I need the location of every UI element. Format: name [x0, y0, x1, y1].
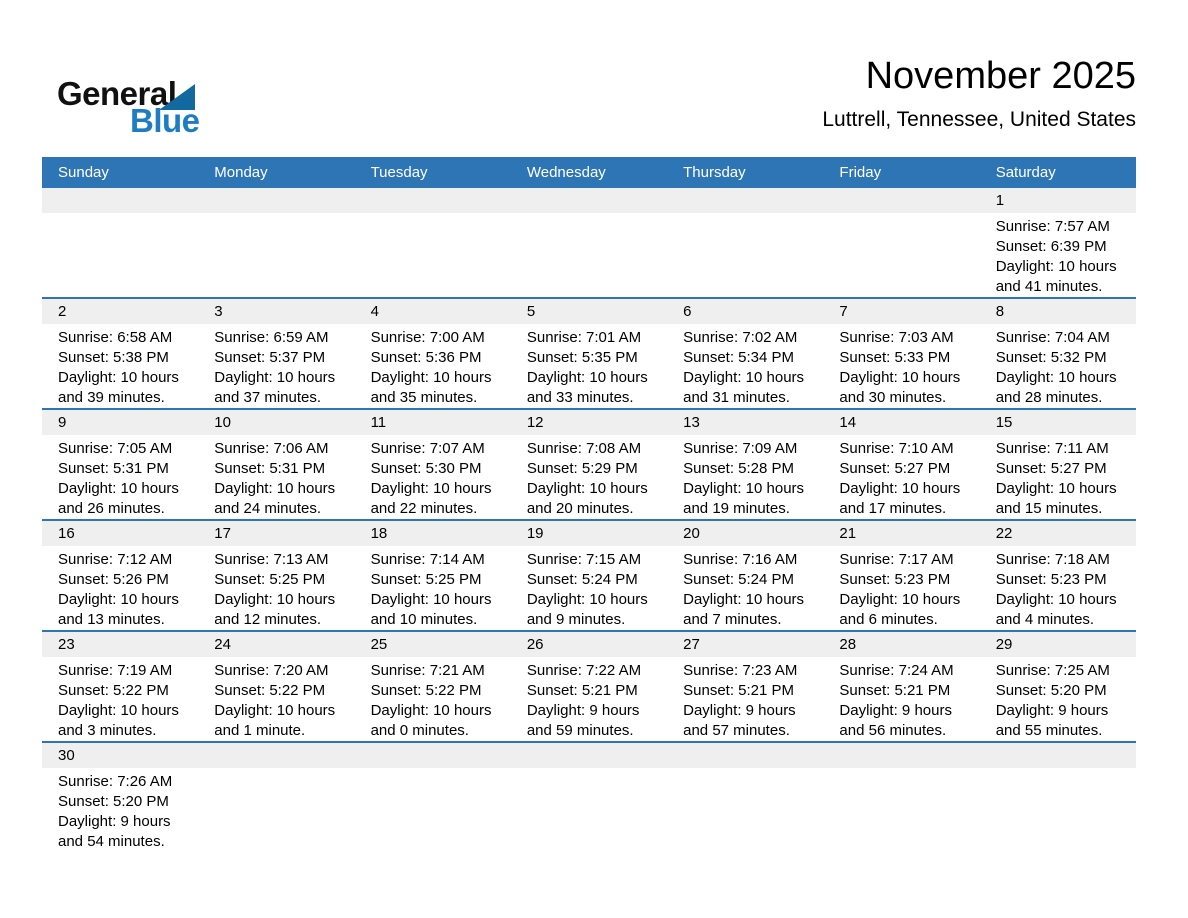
day-number: 16 — [42, 521, 198, 546]
day-number: 8 — [980, 299, 1136, 324]
week-row — [42, 188, 1136, 298]
day-info — [198, 324, 354, 408]
day-info — [355, 435, 511, 519]
weekday-header — [42, 157, 1136, 188]
sunset-text: Sunset: 5:20 PM — [995, 682, 1107, 699]
sunset-text: Sunset: 5:37 PM — [214, 349, 326, 366]
day-cell — [980, 409, 1136, 520]
empty-day-cell — [42, 188, 198, 298]
daylight-hours-text: Daylight: 10 hours — [683, 480, 805, 497]
day-cell — [42, 298, 198, 409]
day-cell — [42, 742, 198, 852]
daylight-hours-text: Daylight: 10 hours — [370, 480, 492, 497]
sunrise-text: Sunrise: 7:16 AM — [683, 551, 798, 568]
week-row — [42, 409, 1136, 520]
sunset-text: Sunset: 5:20 PM — [58, 793, 169, 810]
day-cell — [980, 520, 1136, 631]
sunrise-text: Sunrise: 6:59 AM — [214, 329, 329, 346]
daylight-hours-text: Daylight: 10 hours — [214, 702, 336, 719]
sunset-text: Sunset: 5:33 PM — [839, 349, 951, 366]
daylight-minutes-text: and 56 minutes. — [839, 722, 947, 739]
day-number: 23 — [42, 632, 198, 657]
day-cell — [42, 520, 198, 631]
day-number — [823, 188, 979, 213]
day-cell — [980, 188, 1136, 298]
day-number: 9 — [42, 410, 198, 435]
daylight-minutes-text: and 13 minutes. — [58, 611, 165, 628]
general-blue-logo — [57, 77, 217, 157]
daylight-minutes-text: and 33 minutes. — [526, 389, 634, 406]
day-cell — [42, 409, 198, 520]
daylight-hours-text: Daylight: 10 hours — [683, 591, 805, 608]
daylight-hours-text: Daylight: 9 hours — [839, 702, 952, 719]
sunset-text: Sunset: 5:23 PM — [839, 571, 951, 588]
empty-day-cell — [511, 742, 667, 852]
daylight-minutes-text: and 57 minutes. — [683, 722, 790, 739]
daylight-minutes-text: and 37 minutes. — [214, 389, 322, 406]
daylight-minutes-text: and 26 minutes. — [58, 500, 165, 517]
day-number: 10 — [198, 410, 354, 435]
daylight-hours-text: Daylight: 9 hours — [683, 702, 796, 719]
weekday-saturday: Saturday — [980, 157, 1136, 188]
day-info — [511, 657, 667, 741]
sunrise-text: Sunrise: 7:23 AM — [683, 662, 798, 679]
day-number — [511, 188, 667, 213]
sunset-text: Sunset: 5:36 PM — [370, 349, 482, 366]
sunset-text: Sunset: 5:23 PM — [995, 571, 1107, 588]
empty-day-cell — [667, 742, 823, 852]
sunrise-text: Sunrise: 7:17 AM — [839, 551, 954, 568]
daylight-hours-text: Daylight: 10 hours — [839, 480, 961, 497]
daylight-minutes-text: and 20 minutes. — [526, 500, 634, 517]
day-info — [667, 324, 823, 408]
weekday-sunday: Sunday — [42, 157, 198, 188]
day-info — [511, 435, 667, 519]
daylight-hours-text: Daylight: 10 hours — [370, 591, 492, 608]
daylight-hours-text: Daylight: 10 hours — [58, 480, 179, 497]
day-cell — [667, 298, 823, 409]
day-info — [667, 657, 823, 741]
day-number: 21 — [823, 521, 979, 546]
day-info — [980, 435, 1136, 519]
day-cell — [355, 298, 511, 409]
empty-day-cell — [980, 742, 1136, 852]
day-cell — [355, 409, 511, 520]
daylight-minutes-text: and 41 minutes. — [995, 278, 1103, 295]
day-info — [198, 435, 354, 519]
empty-day-cell — [355, 742, 511, 852]
day-cell — [667, 409, 823, 520]
page-subtitle: Luttrell, Tennessee, United States — [822, 107, 1136, 131]
day-info — [667, 546, 823, 630]
daylight-minutes-text: and 15 minutes. — [995, 500, 1103, 517]
daylight-minutes-text: and 30 minutes. — [839, 389, 947, 406]
day-info — [980, 657, 1136, 741]
daylight-hours-text: Daylight: 10 hours — [839, 369, 961, 386]
daylight-minutes-text: and 54 minutes. — [58, 833, 165, 850]
sunset-text: Sunset: 5:32 PM — [995, 349, 1107, 366]
daylight-minutes-text: and 59 minutes. — [526, 722, 634, 739]
sunrise-text: Sunrise: 7:04 AM — [995, 329, 1110, 346]
sunrise-text: Sunrise: 7:26 AM — [58, 773, 173, 790]
daylight-hours-text: Daylight: 10 hours — [683, 369, 805, 386]
day-info — [823, 657, 979, 741]
daylight-hours-text: Daylight: 10 hours — [370, 702, 492, 719]
day-info — [980, 324, 1136, 408]
day-number — [667, 743, 823, 768]
day-number: 30 — [42, 743, 198, 768]
day-number: 29 — [980, 632, 1136, 657]
empty-day-cell — [355, 188, 511, 298]
calendar-table — [42, 157, 1136, 852]
day-cell — [198, 520, 354, 631]
sunset-text: Sunset: 5:27 PM — [839, 460, 951, 477]
sunrise-text: Sunrise: 7:12 AM — [58, 551, 173, 568]
day-cell — [823, 631, 979, 742]
sunset-text: Sunset: 5:25 PM — [370, 571, 482, 588]
daylight-hours-text: Daylight: 9 hours — [58, 813, 171, 830]
daylight-minutes-text: and 17 minutes. — [839, 500, 947, 517]
day-number: 24 — [198, 632, 354, 657]
sunrise-text: Sunrise: 7:07 AM — [370, 440, 485, 457]
day-number — [355, 743, 511, 768]
sunset-text: Sunset: 5:22 PM — [58, 682, 169, 699]
daylight-hours-text: Daylight: 10 hours — [995, 258, 1117, 275]
daylight-minutes-text: and 9 minutes. — [526, 611, 626, 628]
weekday-friday: Friday — [823, 157, 979, 188]
sunset-text: Sunset: 5:22 PM — [214, 682, 326, 699]
day-info — [42, 435, 198, 519]
day-info — [980, 546, 1136, 630]
sunset-text: Sunset: 5:26 PM — [58, 571, 169, 588]
daylight-minutes-text: and 31 minutes. — [683, 389, 790, 406]
day-number: 11 — [355, 410, 511, 435]
day-cell — [667, 631, 823, 742]
sunset-text: Sunset: 5:24 PM — [683, 571, 795, 588]
sunrise-text: Sunrise: 7:05 AM — [58, 440, 173, 457]
day-info — [511, 324, 667, 408]
day-cell — [511, 298, 667, 409]
day-cell — [511, 520, 667, 631]
day-cell — [823, 298, 979, 409]
day-info — [42, 546, 198, 630]
day-number: 3 — [198, 299, 354, 324]
sunrise-text: Sunrise: 7:21 AM — [370, 662, 485, 679]
day-info — [355, 546, 511, 630]
daylight-hours-text: Daylight: 9 hours — [526, 702, 640, 719]
sunset-text: Sunset: 5:21 PM — [683, 682, 795, 699]
daylight-hours-text: Daylight: 10 hours — [995, 369, 1117, 386]
empty-day-cell — [198, 742, 354, 852]
daylight-hours-text: Daylight: 10 hours — [58, 591, 179, 608]
sunrise-text: Sunrise: 7:22 AM — [526, 662, 642, 679]
sunset-text: Sunset: 5:31 PM — [214, 460, 326, 477]
day-number — [42, 188, 198, 213]
day-info — [198, 657, 354, 741]
daylight-minutes-text: and 22 minutes. — [370, 500, 478, 517]
day-number: 14 — [823, 410, 979, 435]
daylight-hours-text: Daylight: 10 hours — [58, 702, 179, 719]
day-number — [355, 188, 511, 213]
day-cell — [42, 631, 198, 742]
day-info — [823, 546, 979, 630]
day-cell — [511, 631, 667, 742]
sunrise-text: Sunrise: 7:03 AM — [839, 329, 954, 346]
sunset-text: Sunset: 5:21 PM — [526, 682, 638, 699]
day-info — [355, 324, 511, 408]
sunset-text: Sunset: 5:35 PM — [526, 349, 638, 366]
daylight-hours-text: Daylight: 10 hours — [370, 369, 492, 386]
daylight-minutes-text: and 7 minutes. — [683, 611, 782, 628]
day-number: 15 — [980, 410, 1136, 435]
day-number — [823, 743, 979, 768]
sunrise-text: Sunrise: 7:06 AM — [214, 440, 329, 457]
weekday-thursday: Thursday — [667, 157, 823, 188]
day-number: 18 — [355, 521, 511, 546]
day-cell — [198, 631, 354, 742]
week-row — [42, 298, 1136, 409]
day-number: 13 — [667, 410, 823, 435]
sunset-text: Sunset: 5:38 PM — [58, 349, 169, 366]
daylight-minutes-text: and 12 minutes. — [214, 611, 322, 628]
sunset-text: Sunset: 5:34 PM — [683, 349, 795, 366]
day-number: 12 — [511, 410, 667, 435]
empty-day-cell — [823, 742, 979, 852]
sunrise-text: Sunrise: 7:25 AM — [995, 662, 1110, 679]
daylight-minutes-text: and 0 minutes. — [370, 722, 469, 739]
day-number: 27 — [667, 632, 823, 657]
sunrise-text: Sunrise: 7:01 AM — [526, 329, 642, 346]
daylight-hours-text: Daylight: 10 hours — [995, 591, 1117, 608]
daylight-hours-text: Daylight: 10 hours — [995, 480, 1117, 497]
day-number: 6 — [667, 299, 823, 324]
sunset-text: Sunset: 5:30 PM — [370, 460, 482, 477]
sunrise-text: Sunrise: 7:02 AM — [683, 329, 798, 346]
day-info — [667, 435, 823, 519]
sunset-text: Sunset: 5:22 PM — [370, 682, 482, 699]
day-number: 19 — [511, 521, 667, 546]
daylight-minutes-text: and 4 minutes. — [995, 611, 1095, 628]
sunrise-text: Sunrise: 7:14 AM — [370, 551, 485, 568]
day-number — [198, 188, 354, 213]
day-number: 20 — [667, 521, 823, 546]
week-row — [42, 631, 1136, 742]
sunrise-text: Sunrise: 6:58 AM — [58, 329, 173, 346]
daylight-minutes-text: and 10 minutes. — [370, 611, 478, 628]
daylight-minutes-text: and 6 minutes. — [839, 611, 938, 628]
daylight-minutes-text: and 1 minute. — [214, 722, 306, 739]
page-header — [57, 55, 1136, 155]
calendar-weeks — [42, 188, 1136, 852]
daylight-hours-text: Daylight: 10 hours — [839, 591, 961, 608]
sunset-text: Sunset: 5:28 PM — [683, 460, 795, 477]
day-info — [980, 213, 1136, 297]
sunset-text: Sunset: 5:21 PM — [839, 682, 951, 699]
title-block — [822, 55, 1136, 132]
sunrise-text: Sunrise: 7:18 AM — [995, 551, 1110, 568]
daylight-hours-text: Daylight: 10 hours — [526, 480, 648, 497]
day-number — [667, 188, 823, 213]
sunrise-text: Sunrise: 7:13 AM — [214, 551, 329, 568]
day-number — [511, 743, 667, 768]
sunrise-text: Sunrise: 7:19 AM — [58, 662, 173, 679]
page-title: November 2025 — [865, 55, 1136, 97]
day-cell — [823, 409, 979, 520]
sunset-text: Sunset: 5:25 PM — [214, 571, 326, 588]
empty-day-cell — [823, 188, 979, 298]
day-cell — [511, 409, 667, 520]
daylight-hours-text: Daylight: 10 hours — [526, 591, 648, 608]
day-info — [42, 657, 198, 741]
day-number: 28 — [823, 632, 979, 657]
daylight-minutes-text: and 19 minutes. — [683, 500, 790, 517]
logo-text-general: General — [57, 75, 177, 112]
day-info — [355, 657, 511, 741]
day-cell — [980, 631, 1136, 742]
day-cell — [823, 520, 979, 631]
day-number: 1 — [980, 188, 1136, 213]
sunrise-text: Sunrise: 7:15 AM — [526, 551, 642, 568]
daylight-minutes-text: and 28 minutes. — [995, 389, 1103, 406]
day-number: 5 — [511, 299, 667, 324]
sunset-text: Sunset: 5:27 PM — [995, 460, 1107, 477]
day-info — [823, 435, 979, 519]
sunrise-text: Sunrise: 7:00 AM — [370, 329, 485, 346]
day-info — [198, 546, 354, 630]
daylight-minutes-text: and 24 minutes. — [214, 500, 322, 517]
sunset-text: Sunset: 5:31 PM — [58, 460, 169, 477]
day-cell — [980, 298, 1136, 409]
day-cell — [198, 298, 354, 409]
weekday-header-row — [42, 157, 1136, 188]
day-info — [42, 324, 198, 408]
sunrise-text: Sunrise: 7:20 AM — [214, 662, 329, 679]
sunrise-text: Sunrise: 7:11 AM — [995, 440, 1109, 457]
sunset-text: Sunset: 5:24 PM — [526, 571, 638, 588]
week-row — [42, 520, 1136, 631]
sunrise-text: Sunrise: 7:24 AM — [839, 662, 954, 679]
daylight-hours-text: Daylight: 10 hours — [214, 369, 336, 386]
day-number: 26 — [511, 632, 667, 657]
day-info — [823, 324, 979, 408]
daylight-minutes-text: and 39 minutes. — [58, 389, 165, 406]
empty-day-cell — [667, 188, 823, 298]
daylight-hours-text: Daylight: 10 hours — [58, 369, 179, 386]
daylight-hours-text: Daylight: 10 hours — [526, 369, 648, 386]
sunset-text: Sunset: 6:39 PM — [995, 238, 1107, 255]
daylight-minutes-text: and 3 minutes. — [58, 722, 157, 739]
sunrise-text: Sunrise: 7:08 AM — [526, 440, 642, 457]
weekday-monday: Monday — [198, 157, 354, 188]
daylight-hours-text: Daylight: 9 hours — [995, 702, 1109, 719]
day-number: 22 — [980, 521, 1136, 546]
day-cell — [355, 631, 511, 742]
empty-day-cell — [198, 188, 354, 298]
sunrise-text: Sunrise: 7:57 AM — [995, 218, 1110, 235]
day-number — [198, 743, 354, 768]
daylight-hours-text: Daylight: 10 hours — [214, 591, 336, 608]
day-number: 4 — [355, 299, 511, 324]
day-number: 17 — [198, 521, 354, 546]
day-info — [42, 768, 198, 852]
day-number: 2 — [42, 299, 198, 324]
logo-text-blue: Blue — [130, 102, 200, 139]
empty-day-cell — [511, 188, 667, 298]
sunset-text: Sunset: 5:29 PM — [526, 460, 638, 477]
weekday-wednesday: Wednesday — [511, 157, 667, 188]
week-row — [42, 742, 1136, 852]
day-cell — [198, 409, 354, 520]
day-cell — [667, 520, 823, 631]
daylight-minutes-text: and 55 minutes. — [995, 722, 1103, 739]
day-number: 25 — [355, 632, 511, 657]
weekday-tuesday: Tuesday — [355, 157, 511, 188]
day-number — [980, 743, 1136, 768]
sunrise-text: Sunrise: 7:09 AM — [683, 440, 798, 457]
sunrise-text: Sunrise: 7:10 AM — [839, 440, 954, 457]
daylight-hours-text: Daylight: 10 hours — [214, 480, 336, 497]
day-number: 7 — [823, 299, 979, 324]
day-cell — [355, 520, 511, 631]
day-info — [511, 546, 667, 630]
daylight-minutes-text: and 35 minutes. — [370, 389, 478, 406]
